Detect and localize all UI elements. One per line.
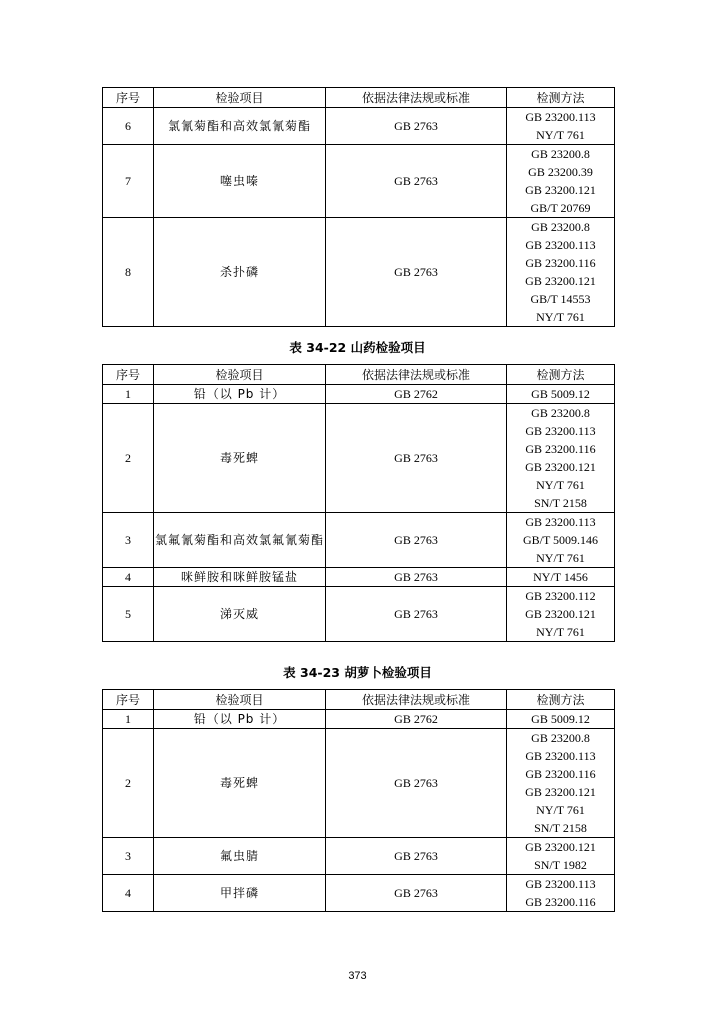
cell-method [507, 729, 615, 838]
cell-serial: 2 [103, 729, 154, 838]
method-line: NY/T 761 [536, 128, 585, 142]
table-carrot [102, 689, 615, 912]
cell-method [507, 568, 615, 587]
cell-serial: 5 [103, 587, 154, 642]
table-row [103, 404, 615, 513]
header-serial: 序号 [103, 88, 154, 108]
method-line: GB 23200.121 [525, 840, 596, 854]
table-row [103, 145, 615, 218]
method-line: GB 23200.113 [525, 749, 596, 763]
method-line: NY/T 761 [536, 551, 585, 565]
method-line: GB 23200.116 [525, 895, 596, 909]
method-line: NY/T 761 [536, 625, 585, 639]
cell-method [507, 145, 615, 218]
cell-serial: 1 [103, 385, 154, 404]
method-line: GB 23200.8 [531, 406, 590, 420]
cell-method [507, 385, 615, 404]
header-serial: 序号 [103, 365, 154, 385]
table-caption-yam: 表 34-22 山药检验项目 [289, 340, 426, 355]
cell-item: 铅（以 Pb 计） [154, 710, 326, 729]
cell-standard: GB 2763 [326, 218, 507, 327]
table-row [103, 108, 615, 145]
header-method: 检测方法 [507, 365, 615, 385]
table-header-row [103, 88, 615, 108]
table-caption-carrot: 表 34-23 胡萝卜检验项目 [283, 665, 432, 680]
method-line: NY/T 761 [536, 478, 585, 492]
method-line: SN/T 1982 [534, 858, 587, 872]
header-standard: 依据法律法规或标准 [326, 88, 507, 108]
method-line: GB 23200.121 [525, 607, 596, 621]
cell-standard: GB 2763 [326, 875, 507, 912]
method-line: GB 5009.12 [531, 712, 590, 726]
cell-serial: 8 [103, 218, 154, 327]
cell-method [507, 513, 615, 568]
cell-method [507, 838, 615, 875]
page-number: 373 [348, 970, 367, 982]
cell-item: 甲拌磷 [154, 875, 326, 912]
header-method: 检测方法 [507, 88, 615, 108]
table-row [103, 710, 615, 729]
cell-serial: 4 [103, 568, 154, 587]
method-line: SN/T 2158 [534, 821, 587, 835]
method-line: GB 23200.39 [528, 165, 593, 179]
cell-standard: GB 2763 [326, 587, 507, 642]
table-row [103, 513, 615, 568]
method-line: GB 23200.113 [525, 877, 596, 891]
table-header-row [103, 690, 615, 710]
method-line: GB 23200.121 [525, 460, 596, 474]
table-row [103, 875, 615, 912]
method-line: GB 23200.116 [525, 767, 596, 781]
method-line: GB 23200.113 [525, 238, 596, 252]
cell-item: 涕灭威 [154, 587, 326, 642]
cell-item: 杀扑磷 [154, 218, 326, 327]
cell-serial: 4 [103, 875, 154, 912]
method-line: GB 23200.121 [525, 785, 596, 799]
table-continued [102, 87, 615, 327]
cell-standard: GB 2762 [326, 710, 507, 729]
method-line: GB/T 20769 [530, 201, 591, 215]
method-line: NY/T 761 [536, 310, 585, 324]
table-row [103, 568, 615, 587]
cell-item: 氟虫腈 [154, 838, 326, 875]
method-line: GB 23200.8 [531, 220, 590, 234]
cell-item: 咪鲜胺和咪鲜胺锰盐 [154, 568, 326, 587]
cell-serial: 3 [103, 513, 154, 568]
cell-method [507, 404, 615, 513]
method-line: GB 23200.8 [531, 731, 590, 745]
cell-serial: 7 [103, 145, 154, 218]
cell-standard: GB 2762 [326, 385, 507, 404]
header-standard: 依据法律法规或标准 [326, 690, 507, 710]
method-line: NY/T 761 [536, 803, 585, 817]
cell-standard: GB 2763 [326, 108, 507, 145]
header-item: 检验项目 [154, 88, 326, 108]
table-row [103, 838, 615, 875]
method-line: GB/T 5009.146 [522, 533, 599, 547]
cell-item: 毒死蜱 [154, 729, 326, 838]
method-line: GB 23200.121 [525, 183, 596, 197]
cell-item: 噻虫嗪 [154, 145, 326, 218]
cell-item: 毒死蜱 [154, 404, 326, 513]
cell-item: 铅（以 Pb 计） [154, 385, 326, 404]
table-row [103, 385, 615, 404]
cell-standard: GB 2763 [326, 568, 507, 587]
method-line: SN/T 2158 [534, 496, 587, 510]
table-header-row [103, 365, 615, 385]
header-serial: 序号 [103, 690, 154, 710]
method-line: GB 23200.8 [531, 147, 590, 161]
method-line: GB 23200.116 [525, 442, 596, 456]
cell-serial: 3 [103, 838, 154, 875]
cell-standard: GB 2763 [326, 838, 507, 875]
cell-method [507, 587, 615, 642]
method-line: GB/T 14553 [530, 292, 591, 306]
header-item: 检验项目 [154, 365, 326, 385]
method-line: GB 23200.112 [525, 589, 596, 603]
method-line: GB 23200.116 [525, 256, 596, 270]
cell-method [507, 108, 615, 145]
method-line: NY/T 1456 [533, 570, 588, 584]
cell-standard: GB 2763 [326, 729, 507, 838]
table-row [103, 587, 615, 642]
cell-standard: GB 2763 [326, 513, 507, 568]
method-line: GB 23200.113 [525, 424, 596, 438]
cell-method [507, 710, 615, 729]
cell-serial: 2 [103, 404, 154, 513]
method-line: GB 23200.121 [525, 274, 596, 288]
cell-method [507, 875, 615, 912]
cell-method [507, 218, 615, 327]
cell-serial: 1 [103, 710, 154, 729]
cell-item: 氯氟氰菊酯和高效氯氟氰菊酯 [154, 513, 326, 568]
cell-item: 氯氰菊酯和高效氯氰菊酯 [154, 108, 326, 145]
table-yam [102, 364, 615, 642]
cell-standard: GB 2763 [326, 404, 507, 513]
method-line: GB 5009.12 [531, 387, 590, 401]
header-method: 检测方法 [507, 690, 615, 710]
cell-standard: GB 2763 [326, 145, 507, 218]
method-line: GB 23200.113 [525, 110, 596, 124]
table-row [103, 729, 615, 838]
table-row [103, 218, 615, 327]
cell-serial: 6 [103, 108, 154, 145]
header-item: 检验项目 [154, 690, 326, 710]
method-line: GB 23200.113 [525, 515, 596, 529]
header-standard: 依据法律法规或标准 [326, 365, 507, 385]
